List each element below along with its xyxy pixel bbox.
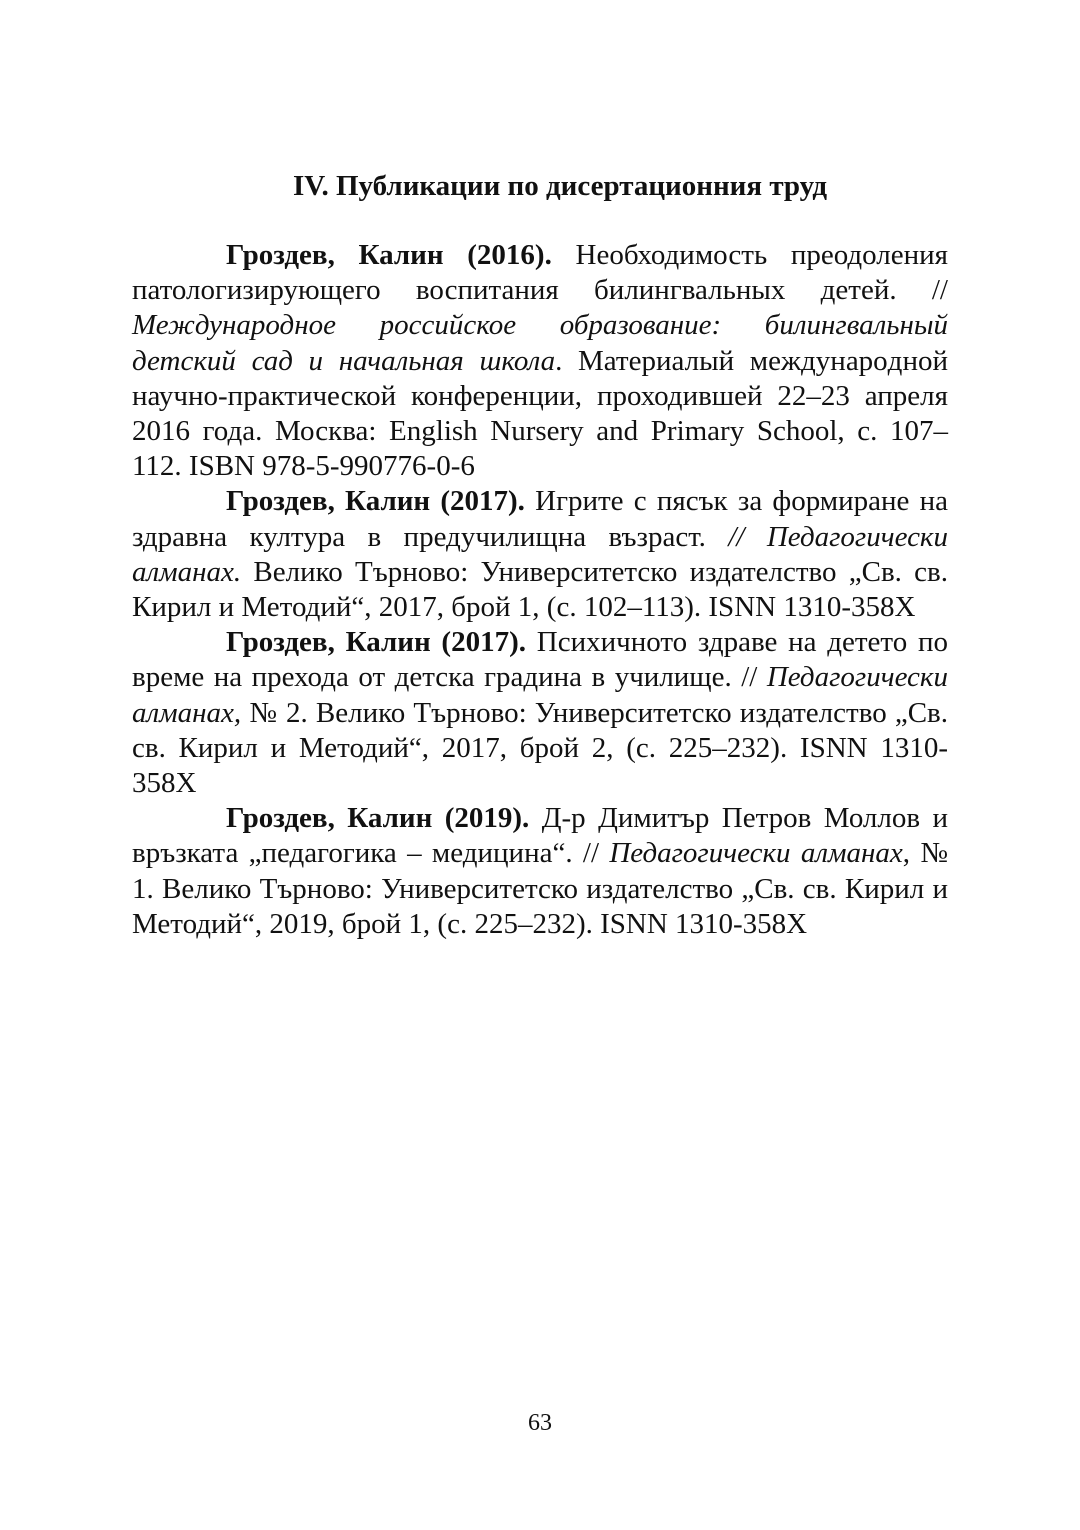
page-number: 63 (528, 1410, 552, 1436)
publication-venue: Международное российское образование: билингвальный детский сад и начальная школа (132, 309, 948, 377)
publication-entry (132, 625, 948, 801)
publication-text: Игрите с пясък за формиране на здравна култура в предучилищна възраст. (132, 485, 948, 553)
publication-entry (132, 238, 948, 484)
publication-venue: // Педагогически алманах. (132, 520, 949, 588)
publication-text: Д-р Димитър Петров Моллов и връзката „педагогика – медицина“. // (132, 802, 948, 870)
publication-list (132, 238, 948, 942)
publication-entry (132, 801, 948, 942)
publication-text: Необходимость преодоления патологизирующего воспитания билингвальных детей. // (132, 239, 948, 307)
publication-text: Психичното здраве на детето по време на прехода от детска градина в училище. // (132, 626, 948, 694)
section-title: IV. Публикации по дисертационния труд (292, 170, 828, 202)
publication-details: Велико Търново: Университетско издателство „Св. св. Кирил и Методий“, 2017, брой 1, (с. 102–113). ISNN 1310-358X (132, 555, 948, 624)
publication-details: № 2. Велико Търново: Университетско издателство „Св. св. Кирил и Методий“, 2017, брой 2, (с. 225–232). ISNN 1310-358X (132, 696, 948, 800)
publication-author: Гроздев, Калин (2019). (226, 802, 530, 835)
publication-details: , № 1. Велико Търново: Университетско издателство „Св. св. Кирил и Методий“, 2019, брой 1, (с. 225–232). ISNN 1310-358X (132, 837, 948, 940)
publication-entry (132, 484, 948, 625)
publication-venue: Педагогически алманах (609, 837, 903, 870)
publication-details: . Материалый междунарoдной научно-практической конференции, проходившей 22–23 апреля 2016 года. Москва: English Nursery and Primary School, с. 107–112. ISBN 978-5-990776-0-6 (132, 344, 948, 483)
publication-author: Гроздев, Калин (2017). (226, 485, 525, 518)
publication-author: Гроздев, Калин (2017). (226, 626, 527, 659)
publication-venue: Педагогически алманах, (132, 661, 948, 729)
publication-author: Гроздев, Калин (2016). (226, 239, 552, 271)
